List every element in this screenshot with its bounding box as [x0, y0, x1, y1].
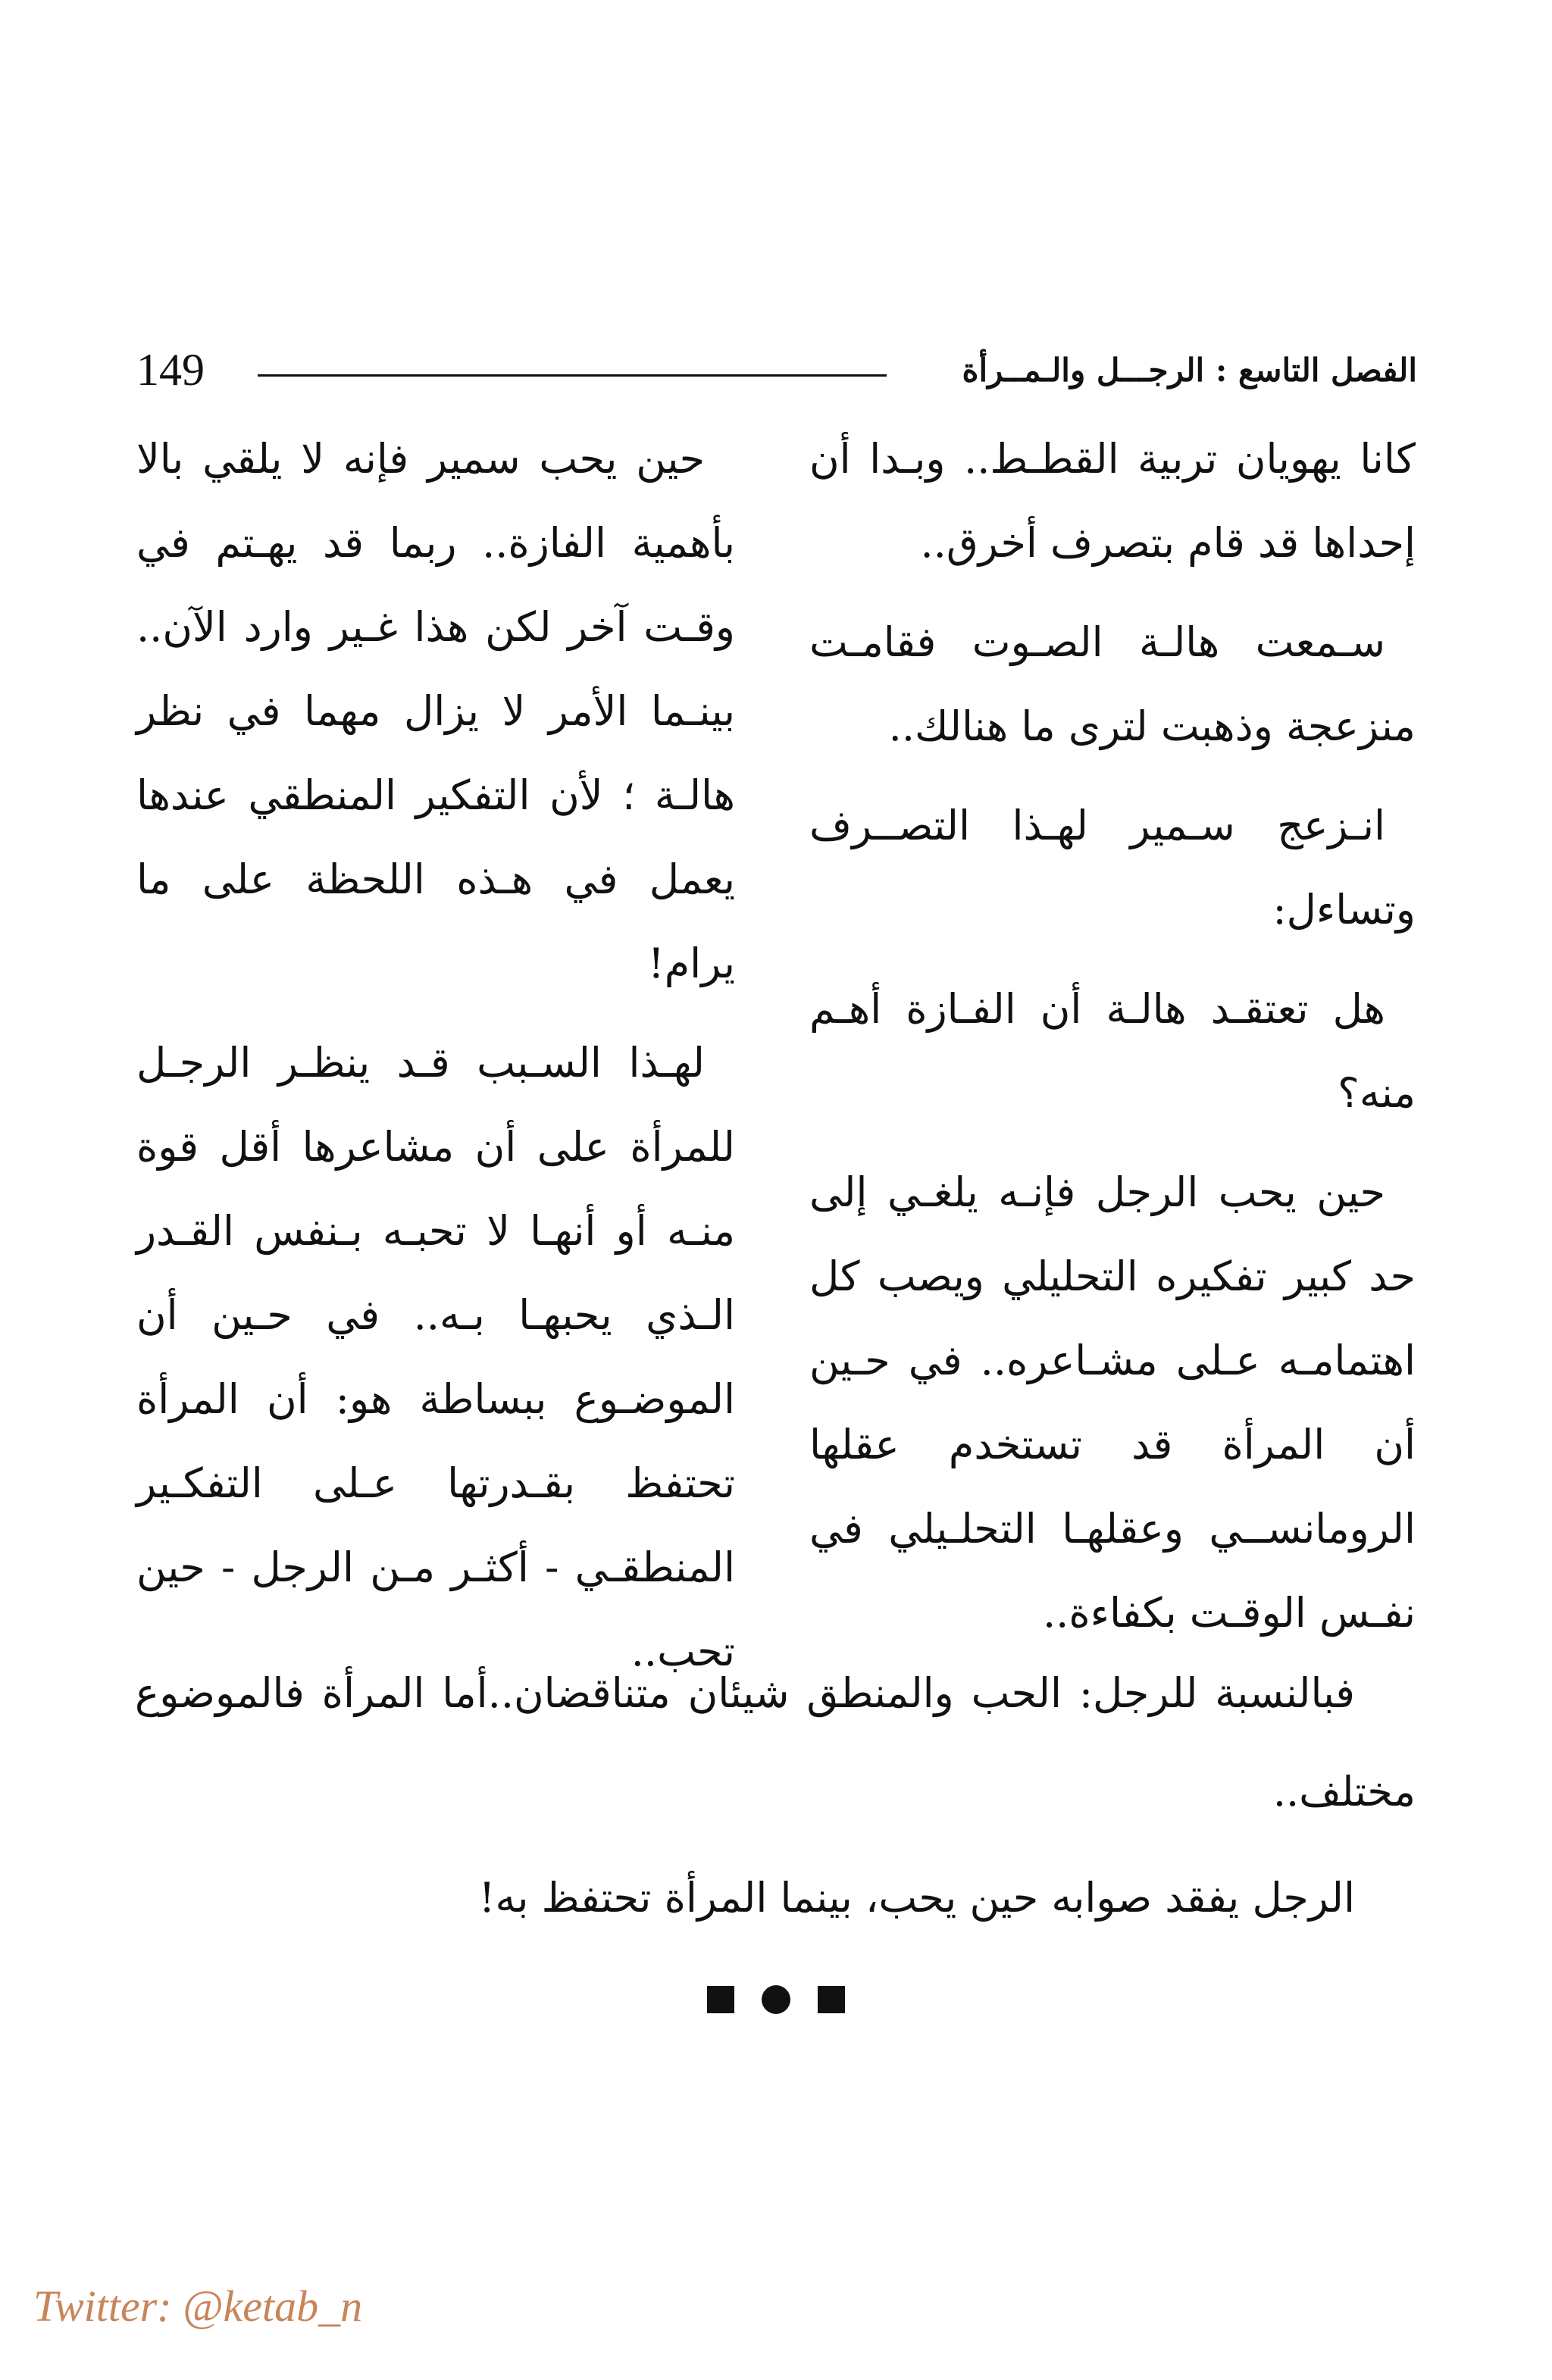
right-column: [809, 417, 1416, 1670]
section-ornament: [0, 1985, 1552, 2014]
paragraph: حين يحب سمير فإنه لا يلقي بالا بأهمية الفازة.. ربما قد يهـتم في وقـت آخر لكن هذا غـير وارد الآن.. بينـما الأمر لا يزال مهما في نظر هالـة ؛ لأن التفكير المنطقي عندها يعمل في هـذه اللحظة على ما يرام!: [136, 435, 735, 987]
paragraph: سـمعت هالـة الصـوت فقامـت منزعجة وذهبت لترى ما هنالك..: [809, 618, 1416, 750]
conclusion-paragraph: فبالنسبة للرجل: الحب والمنطق شيئان متناقضان..أما المرأة فالموضوع مختلف..: [135, 1669, 1416, 1815]
page-header: [136, 345, 1417, 403]
paragraph: هل تعتقـد هالـة أن الفـازة أهـم منه؟: [809, 985, 1416, 1117]
chapter-title: الفصل التاسع : الرجـــل والـمــرأة: [962, 352, 1417, 389]
paragraph: لهـذا السـبب قـد ينظـر الرجـل للمرأة على أن مشاعرها أقل قوة منـه أو أنهـا لا تحبـه بـنفس القـدر الـذي يحبهـا بـه.. في حـين أن الموضـوع ببساطة هو: أن المرأة تحتفظ بقـدرتها عـلى التفكـير المنطقـي - أكثـر مـن الرجل - حين تحب..: [136, 1039, 735, 1675]
final-line: الرجل يفقد صوابه حين يحب، بينما المرأة تحتفظ به!: [478, 1874, 1355, 1922]
twitter-watermark: Twitter: @ketab_n: [33, 2281, 363, 2331]
left-column: [136, 417, 735, 1709]
square-ornament-icon: [707, 1986, 734, 2013]
paragraph: كانا يهويان تربية القطـط.. وبـدا أن إحداها قد قام بتصرف أخرق..: [809, 435, 1416, 567]
paragraph: حين يحب الرجل فإنـه يلغـي إلى حد كبير تفكيره التحليلي ويصب كل اهتمامـه عـلى مشـاعره.. في حـين أن المرأة قد تستخدم عقلها الرومانســي وعقلهـا التحلـيلي في نفـس الوقـت بكفاءة..: [809, 1168, 1416, 1637]
header-rule: [258, 374, 887, 377]
circle-ornament-icon: [762, 1985, 790, 2014]
paragraph: انـزعج سـمير لهـذا التصــرف وتساءل:: [809, 802, 1416, 934]
page-number: 149: [136, 345, 205, 395]
square-ornament-icon: [818, 1986, 845, 2013]
